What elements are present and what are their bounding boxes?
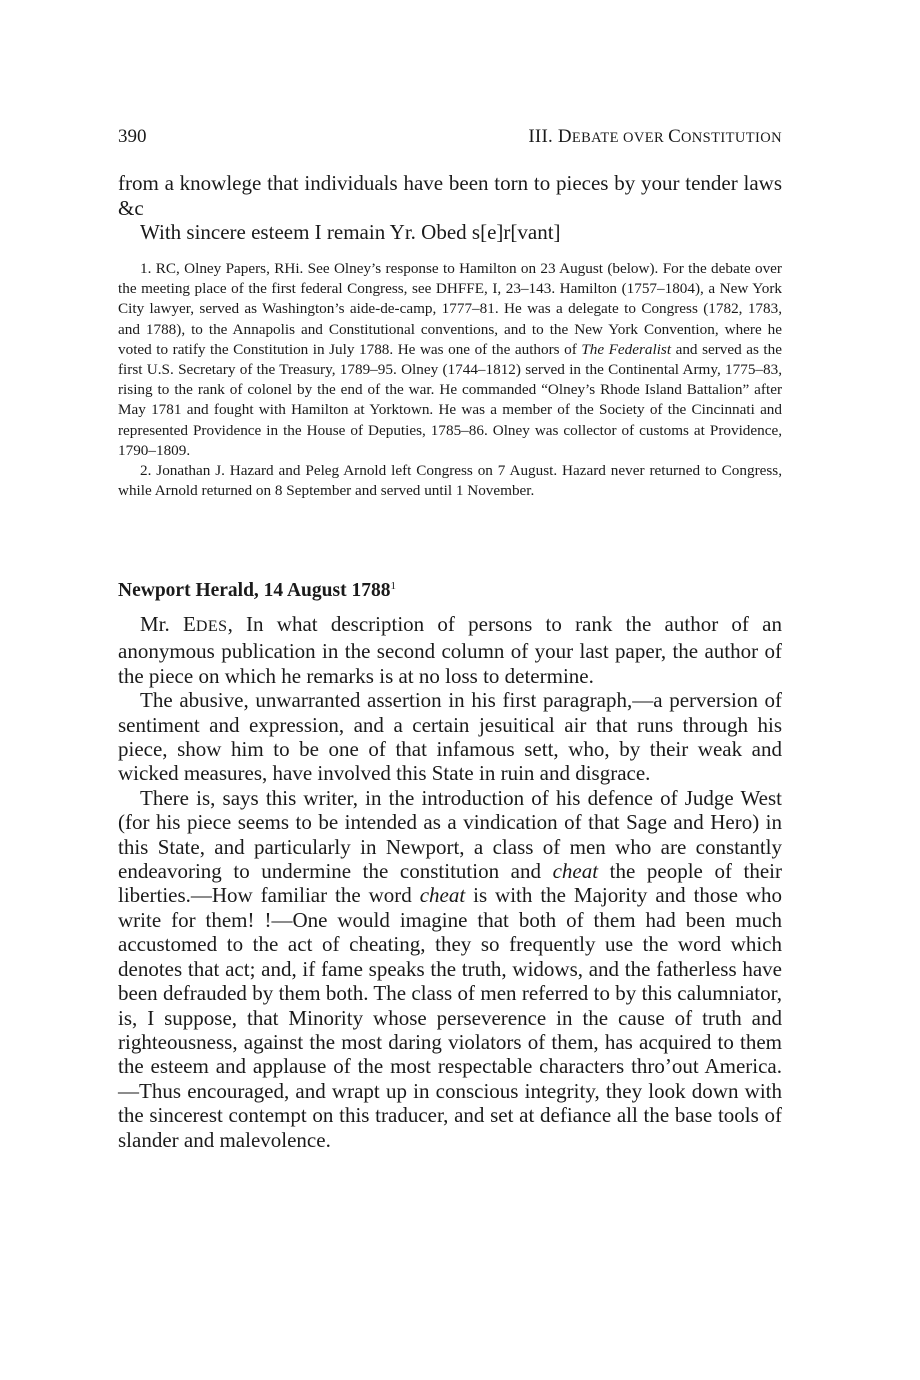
section-heading: Newport Herald, 14 August 1788$^1$: [118, 580, 396, 601]
body-paragraph-1: Mr. EDES, In what description of persons to rank the author of an anonymous publication in the second column of your last paper, the author of the piece on which he remarks is at no loss to determine.: [118, 612, 782, 688]
article-body: [118, 612, 782, 1152]
body-paragraph-3: There is, says this writer, in the introduction of his defence of Judge West (for his piece seems to be intended as a vindication of that Sage and Hero) in this State, and particularly in Newport, a class of men who are constantly endeavoring to undermine the constitution and cheat the people of their liberties.—How familiar the word cheat is with the Majority and those who write for them! !—One would imagine that both of them had been much accustomed to the act of cheating, they so frequently use the word which denotes that act; and, if fame speaks the truth, widows, and the fatherless have been defrauded by them both. The class of men referred to by this calumniator, is, I suppose, that Minority whose perseverence in the cause of truth and righteousness, against the most daring violators of them, has acquired to them the esteem and applause of the most respectable characters thro’out America.—Thus encouraged, and wrapt up in conscious integrity, they look down with the sincerest contempt on this traducer, and set at defiance all the base tools of slander and malevolence.: [118, 785, 783, 1152]
letter-valediction: With sincere esteem I remain Yr. Obed s[e]r[vant]: [140, 220, 561, 244]
page-number: 390: [118, 126, 147, 147]
running-head: [118, 124, 782, 150]
footnotes: [118, 259, 782, 501]
footnote-1: 1. RC, Olney Papers, RHi. See Olney’s response to Hamilton on 23 August (below). For the debate over the meeting place of the first federal Congress, see DHFFE, I, 23–143. Hamilton (1757–1804), a New York City lawyer, served as Washington’s aide-de-camp, 1777–81. He was a delegate to Congress (1782, 1783, and 1788), to the Annapolis and Constitutional conventions, and to the New York Convention, where he voted to ratify the Constitution in July 1788. He was one of the authors of The Federalist and served as the first U.S. Secretary of the Treasury, 1789–95. Olney (1744–1812) served in the Continental Army, 1775–83, rising to the rank of colonel by the end of the war. He commanded “Olney’s Rhode Island Battalion” after May 1781 and fought with Hamilton at Yorktown. He was a member of the Society of the Cincinnati and represented Providence in the House of Deputies, 1785–86. Olney was collector of customs at Providence, 1790–1809.: [118, 260, 782, 459]
letter-closing-paragraph: from a knowlege that individuals have been torn to pieces by your tender laws &c: [118, 171, 782, 220]
running-title: III. DEBATE OVER CONSTITUTION: [528, 126, 782, 147]
footnote-marker: 1: [390, 580, 396, 592]
body-paragraph-2: The abusive, unwarranted assertion in his first paragraph,—a perversion of sentiment and expression, and a certain jesuitical air that runs through his piece, show him to be one of that infamous sett, who, by their weak and wicked measures, have involved this State in ruin and disgrace.: [118, 688, 782, 786]
letter-conclusion: [118, 171, 782, 245]
footnote-2: 2. Jonathan J. Hazard and Peleg Arnold left Congress on 7 August. Hazard never returned to Congress, while Arnold returned on 8 September and served until 1 November.: [118, 462, 782, 500]
